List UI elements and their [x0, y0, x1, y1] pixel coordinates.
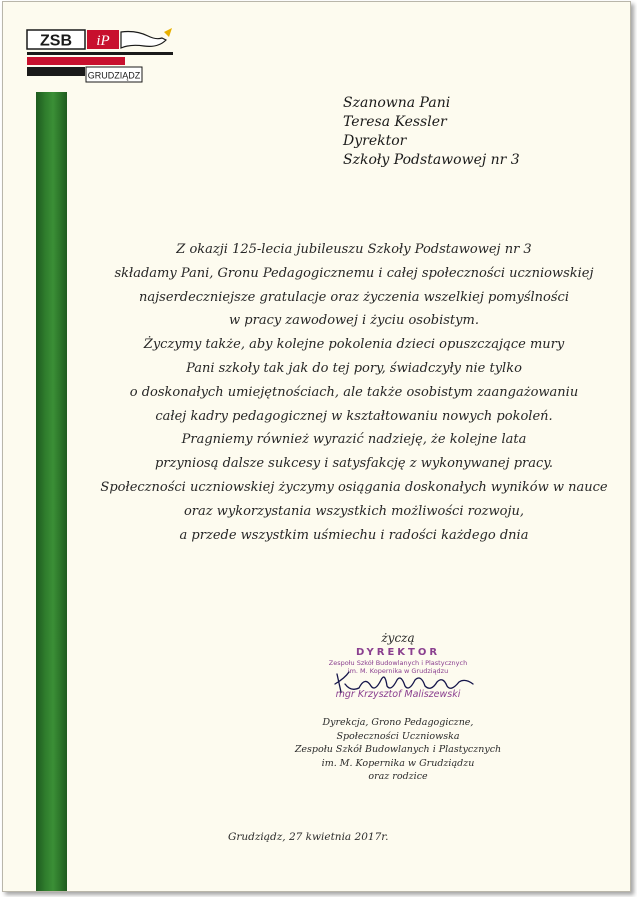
signatories-line: Dyrekcja, Grono Pedagogiczne, — [322, 717, 474, 728]
body-line: w pracy zawodowej i życiu osobistym. — [229, 313, 479, 329]
logo-abbr-right: iP — [96, 33, 110, 49]
body-line: Życzymy także, aby kolejne pokolenia dzieci opuszczające mury — [143, 337, 565, 353]
closing-wish: życzą — [381, 631, 415, 645]
body-line: składamy Pani, Gronu Pedagogicznemu i całej społeczności uczniowskiej — [114, 265, 594, 281]
green-side-bar — [36, 92, 67, 892]
school-logo — [26, 28, 176, 84]
signatories-line: im. M. Kopernika w Grudziądzu — [321, 757, 475, 769]
handwritten-signature — [293, 676, 503, 696]
signature-block — [293, 630, 503, 700]
signatories-block — [293, 716, 503, 784]
addressee-block — [343, 94, 603, 170]
addressee-title: Dyrektor — [343, 133, 407, 149]
logo-city: GRUDZIĄDZ — [87, 70, 141, 81]
letter-body — [79, 238, 629, 547]
letter-page — [2, 1, 631, 892]
addressee-salutation: Szanowna Pani — [343, 95, 451, 111]
addressee-school: Szkoły Podstawowej nr 3 — [343, 152, 520, 168]
body-line: Pani szkoły tak jak do tej pory, świadczyły nie tylko — [186, 360, 522, 376]
stamp-line-patron: im. M. Kopernika w Grudziądzu — [347, 667, 449, 675]
body-line: przyniosą dalsze sukcesy i satysfakcję z wykonywanej pracy. — [154, 456, 554, 472]
body-line: oraz wykorzystania wszystkich możliwości rozwoju, — [183, 503, 525, 519]
stamp-line-school: Zespołu Szkół Budowlanych i Plastycznych — [328, 659, 468, 667]
signatories-line: Zespołu Szkół Budowlanych i Plastycznych — [294, 744, 502, 755]
body-line: najserdeczniejsze gratulacje oraz życzenia wszelkiej pomyślności — [139, 289, 569, 305]
date-place: Grudziądz, 27 kwietnia 2017r. — [228, 831, 389, 843]
addressee-name: Teresa Kessler — [343, 114, 447, 130]
logo-abbr-left: ZSB — [40, 32, 72, 50]
body-line: a przede wszystkim uśmiechu i radości każdego dnia — [179, 527, 529, 543]
body-line: o doskonałych umiejętnościach, ale także osobistym zaangażowaniu — [129, 384, 579, 400]
body-line: Pragniemy również wyrazić nadzieję, że kolejne lata — [181, 432, 527, 448]
signer-name: mgr Krzysztof Maliszewski — [335, 689, 461, 700]
body-line: całej kadry pedagogicznej w kształtowaniu nowych pokoleń. — [155, 408, 553, 424]
stamp-title: DYREKTOR — [355, 647, 441, 658]
signatories-line: oraz rodzice — [368, 771, 428, 782]
body-line: Społeczności uczniowskiej życzymy osiągania doskonałych wyników w nauce — [100, 479, 608, 495]
body-line: Z okazji 125-lecia jubileuszu Szkoły Podstawowej nr 3 — [176, 242, 532, 257]
signatories-line: Społeczności Uczniowska — [336, 730, 460, 742]
